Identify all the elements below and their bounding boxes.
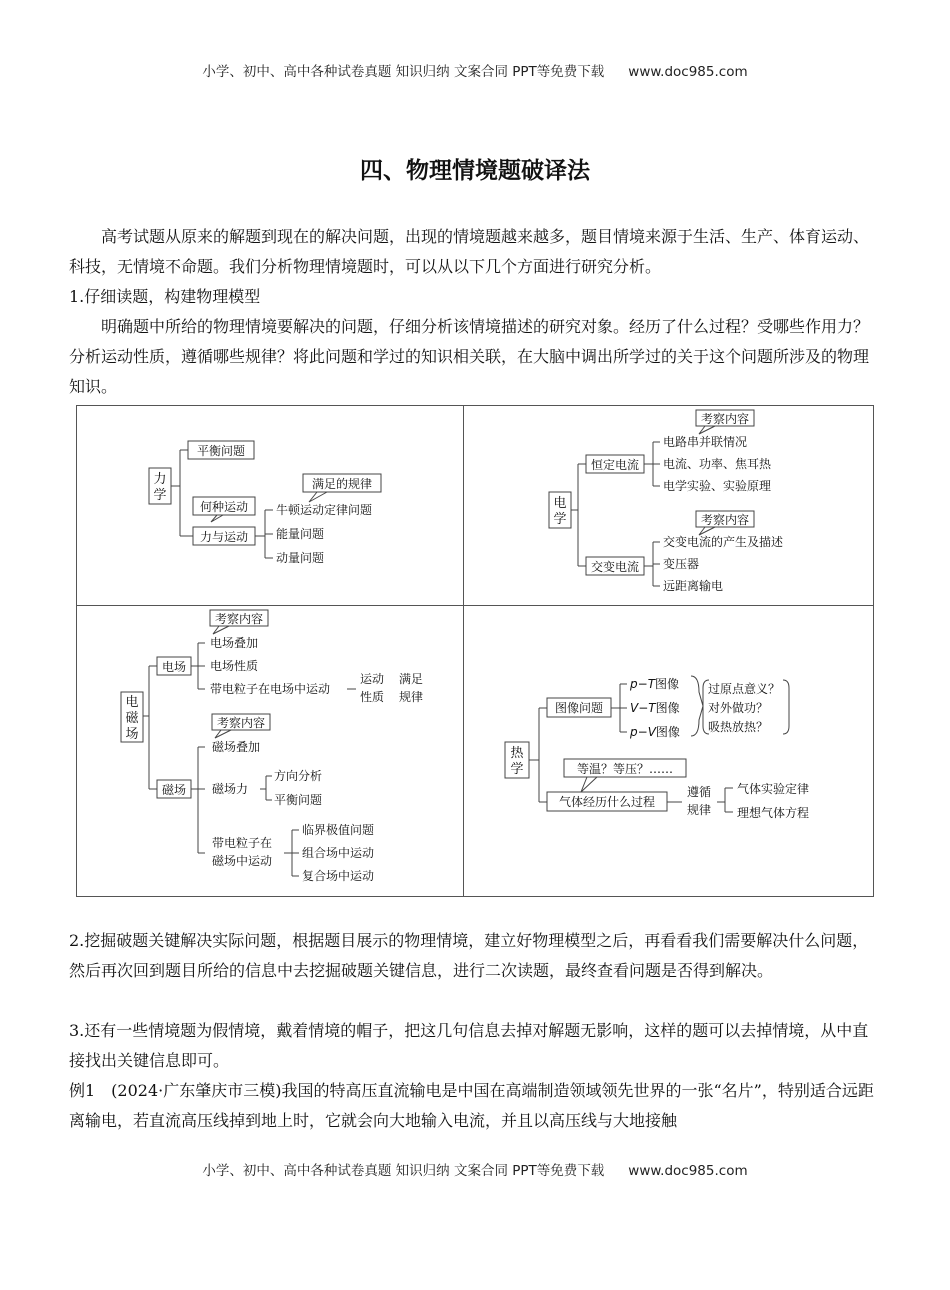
- mechanics-branch: [149, 441, 381, 565]
- electromagnetism-branch: [121, 610, 423, 883]
- figure-diagram: [77, 406, 875, 898]
- e-field-label: 电场: [161, 660, 187, 674]
- graph-problem-label: 图像问题: [554, 701, 604, 715]
- electricity-root-2: 学: [553, 512, 567, 527]
- page-footer: [0, 1159, 950, 1179]
- thermal-branch: [505, 676, 809, 820]
- intro-paragraph: 高考试题从原来的解题到现在的解决问题，出现的情境题越来越多，题目情境来源于生活、生产、体育运动、科技，无情境不命题。我们分析物理情境题时，可以从以下几个方面进行研究分析。: [69, 227, 870, 276]
- step2-paragraph: 2.挖掘破题关键解决实际问题，根据题目展示的物理情境，建立好物理模型之后，再看看我们需要解决什么问题，然后再次回到题目所给的信息中去挖掘破题关键信息，进行二次读题，最终查看问题是否得到解决。: [69, 931, 869, 980]
- e-item-3: 带电粒子在电场中运动: [210, 682, 331, 696]
- header-text: 小学、初中、高中各种试卷真题 知识归纳 文案合同 PPT等免费下载: [202, 64, 605, 80]
- mechanics-root-1: 力: [153, 472, 167, 487]
- ac-item-3: 远距离输电: [663, 579, 724, 593]
- process-label: 气体经历什么过程: [558, 795, 656, 809]
- b-particle-item-2: 组合场中运动: [302, 846, 375, 860]
- em-root-3: 场: [125, 727, 139, 742]
- motion-nature-1: 运动: [360, 672, 385, 686]
- b-particle-item-1: 临界极值问题: [302, 823, 375, 837]
- example-paragraph: 例1 (2024·广东肇庆市三模)我国的特高压直流输电是中国在高端制造领域领先世界的一张“名片”，特别适合远距离输电，若直流高压线掉到地上时，它就会向大地输入电流，并且以高压线与大地接触: [69, 1081, 874, 1130]
- satisfy-law-2: 规律: [399, 690, 424, 704]
- em-root-2: 磁: [125, 711, 139, 726]
- em-root-1: 电: [125, 695, 139, 710]
- b-force-item-2: 平衡问题: [274, 793, 323, 807]
- balance-label: 平衡问题: [196, 444, 246, 458]
- page-title: 四、物理情境题破译法: [360, 158, 590, 184]
- law-label: 满足的规律: [311, 477, 373, 491]
- thermal-question-3: 吸热放热？: [708, 720, 769, 734]
- ac-exam-label: 考察内容: [700, 513, 750, 527]
- mech-item-3: 动量问题: [276, 551, 325, 565]
- step1-body: 明确题中所给的物理情境要解决的问题，仔细分析该情境描述的研究对象。经历了什么过程？受哪些作用力？分析运动性质，遵循哪些规律？将此问题和学过的知识相关联，在大脑中调出所学过的关于这个问题所涉及的物理知识。: [69, 317, 870, 396]
- mech-item-2: 能量问题: [276, 527, 325, 541]
- step1-heading: 1.仔细读题，构建物理模型: [69, 287, 261, 306]
- e-item-1: 电场叠加: [210, 636, 259, 650]
- b-particle-2: 磁场中运动: [212, 854, 273, 868]
- thermal-graph-2: V−T图像: [630, 701, 680, 715]
- b-force: 磁场力: [212, 782, 249, 796]
- dc-label: 恒定电流: [590, 458, 640, 472]
- electricity-branch: [549, 410, 783, 593]
- step3-paragraph: 3.还有一些情境题为假情境，戴着情境的帽子，把这几句信息去掉对解题无影响，这样的题可以去掉情境，从中直接找出关键信息即可。: [69, 1021, 869, 1070]
- dc-exam-label: 考察内容: [700, 412, 750, 426]
- ac-item-2: 变压器: [663, 557, 700, 571]
- mech-item-1: 牛顿运动定律问题: [276, 503, 373, 517]
- footer-text: 小学、初中、高中各种试卷真题 知识归纳 文案合同 PPT等免费下载: [202, 1163, 605, 1179]
- follow-law-2: 规律: [687, 803, 712, 817]
- ac-label: 交变电流: [590, 560, 640, 574]
- footer-site: www.doc985.com: [628, 1163, 748, 1179]
- dc-item-3: 电学实验、实验原理: [663, 479, 772, 493]
- force-motion-label: 力与运动: [199, 530, 249, 544]
- thermal-graph-1: p−T图像: [630, 677, 680, 691]
- mechanics-root-2: 学: [153, 488, 167, 503]
- which-motion-label: 何种运动: [199, 500, 249, 514]
- motion-nature-2: 性质: [360, 690, 385, 704]
- process-hint-label: 等温？等压？……: [576, 762, 674, 776]
- electricity-root-1: 电: [553, 496, 567, 511]
- ac-item-1: 交变电流的产生及描述: [663, 535, 784, 549]
- b-particle-1: 带电粒子在: [212, 836, 273, 850]
- thermal-question-1: 过原点意义？: [708, 682, 781, 696]
- follow-law-1: 遵循: [687, 785, 712, 799]
- thermal-root-1: 热: [510, 746, 524, 761]
- b-superpose: 磁场叠加: [212, 740, 261, 754]
- thermal-root-2: 学: [510, 762, 524, 777]
- b-particle-item-3: 复合场中运动: [302, 869, 375, 883]
- thermal-law-1: 气体实验定律: [737, 782, 810, 796]
- b-exam-label: 考察内容: [216, 716, 266, 730]
- thermal-graph-3: p−V图像: [630, 725, 680, 739]
- satisfy-law-1: 满足: [399, 672, 424, 686]
- thermal-question-2: 对外做功？: [708, 701, 769, 715]
- b-field-label: 磁场: [161, 783, 187, 797]
- knowledge-figure: [76, 405, 874, 897]
- page-header: [0, 60, 950, 80]
- e-item-2: 电场性质: [210, 659, 259, 673]
- dc-item-1: 电路串并联情况: [663, 435, 748, 449]
- header-site: www.doc985.com: [628, 64, 748, 80]
- thermal-law-2: 理想气体方程: [737, 806, 810, 820]
- e-exam-label: 考察内容: [214, 612, 264, 626]
- b-force-item-1: 方向分析: [274, 769, 323, 783]
- dc-item-2: 电流、功率、焦耳热: [663, 457, 772, 471]
